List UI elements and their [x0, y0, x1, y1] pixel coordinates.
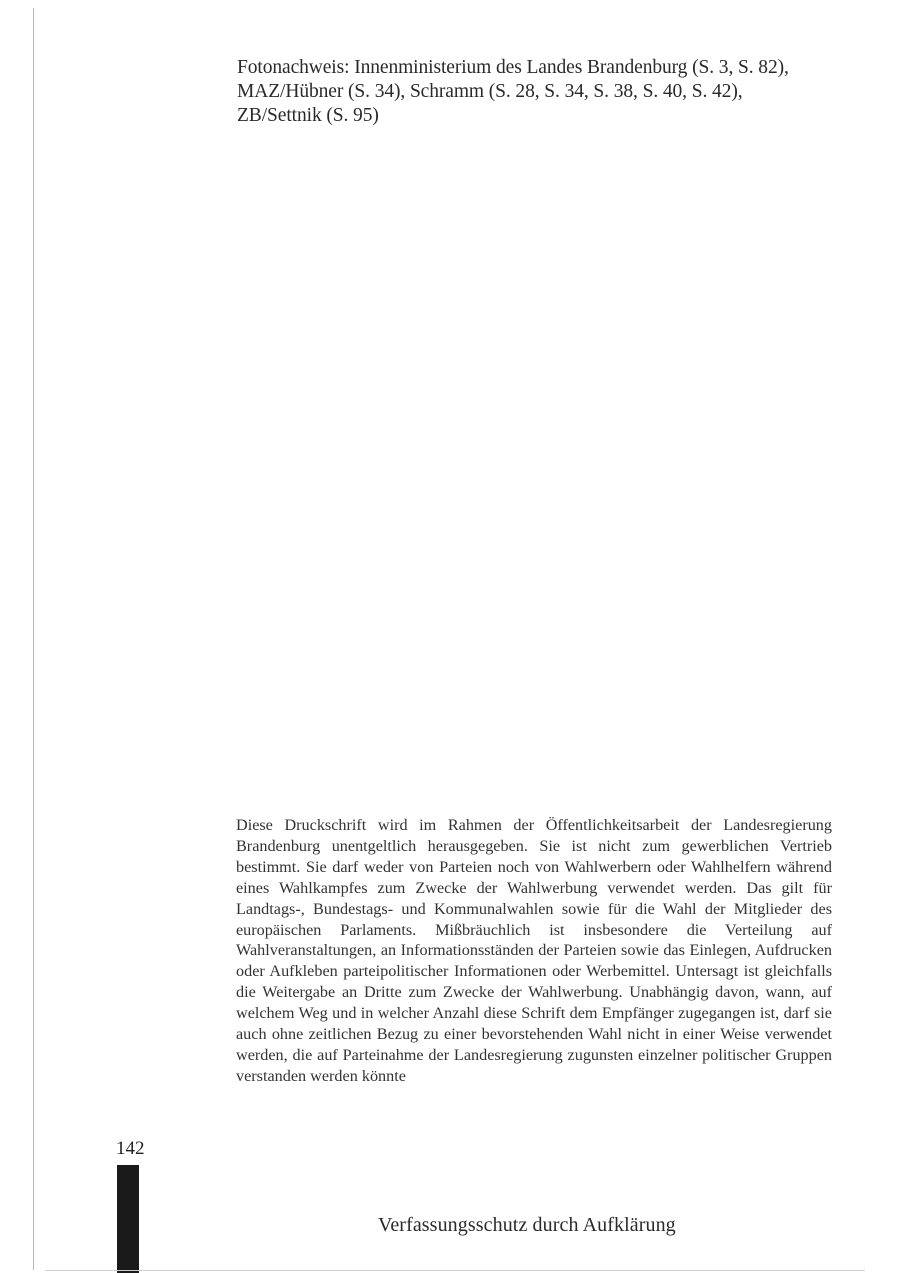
footer-title: Verfassungsschutz durch Aufklärung	[378, 1214, 676, 1236]
bottom-rule	[45, 1270, 865, 1271]
page-edge-marker	[117, 1165, 139, 1273]
distribution-disclaimer: Diese Druckschrift wird im Rahmen der Öffentlichkeitsarbeit der Landesregierung Brandenburg unentgeltlich herausgegeben. Sie ist nicht zum gewerblichen Vertrieb bestimmt. Sie darf weder von Parteien noch von Wahlwerbern oder Wahlhelfern während eines Wahlkampfes zum Zwecke der Wahlwerbung verwendet werden. Das gilt für Landtags-, Bundestags- und Kommunalwahlen sowie für die Wahl der Mitglieder des europäischen Parlaments. Mißbräuchlich ist insbesondere die Verteilung auf Wahlveranstaltungen, an Informationsständen der Parteien sowie das Einlegen, Aufdrucken oder Aufkleben parteipolitischer Informationen oder Werbemittel. Untersagt ist gleichfalls die Weitergabe an Dritte zum Zwecke der Wahlwerbung. Unabhängig davon, wann, auf welchem Weg und in welcher Anzahl diese Schrift dem Empfänger zugegangen ist, darf sie auch ohne zeitlichen Bezug zu einer bevorstehenden Wahl nicht in einer Weise verwendet werden, die auf Parteinahme der Landesregierung zugunsten einzelner politischer Gruppen verstanden werden könnte	[236, 816, 832, 1085]
page-number: 142	[116, 1138, 145, 1159]
photo-credits	[237, 56, 857, 128]
left-margin-rule	[33, 8, 34, 1270]
photo-credits-line: MAZ/Hübner (S. 34), Schramm (S. 28, S. 34, S. 38, S. 40, S. 42),	[237, 81, 743, 102]
photo-credits-line: ZB/Settnik (S. 95)	[237, 105, 379, 126]
photo-credits-line: Fotonachweis: Innenministerium des Landes Brandenburg (S. 3, S. 82),	[237, 57, 789, 78]
